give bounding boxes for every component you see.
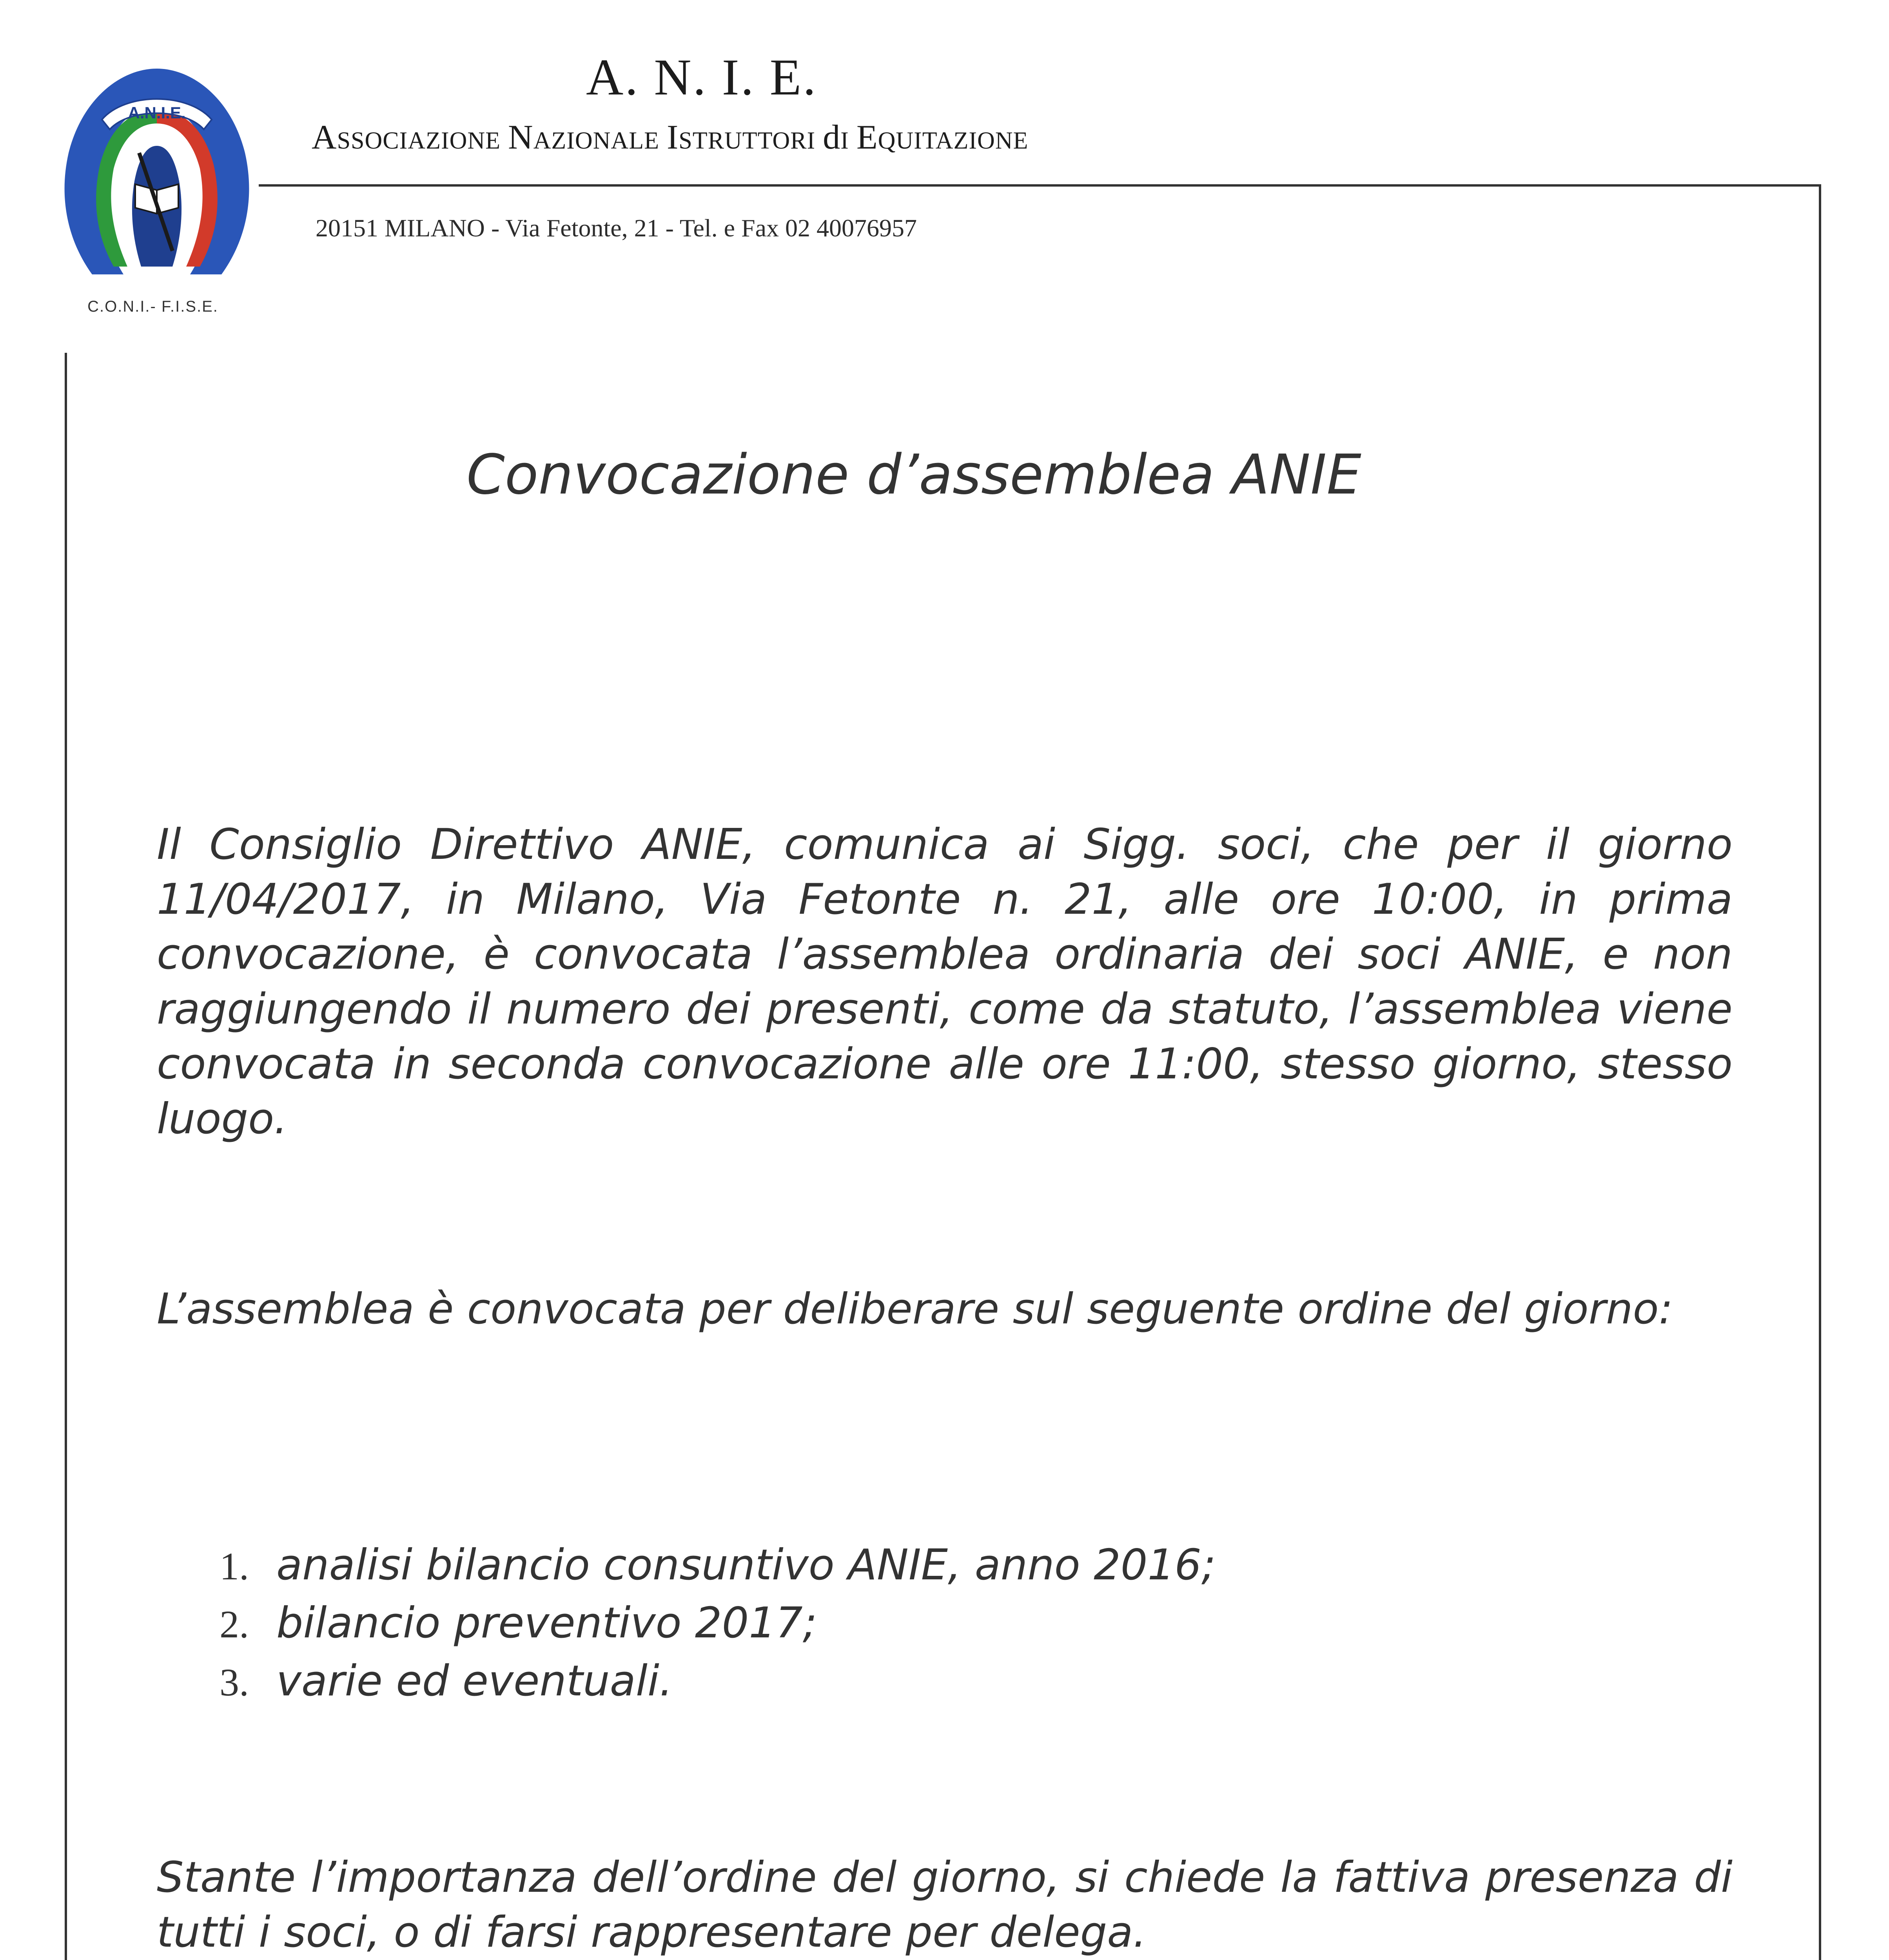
list-item: [220, 1653, 1216, 1711]
agenda-list: [220, 1537, 1216, 1711]
agenda-intro-paragraph: L’assemblea è convocata per deliberare sul seguente ordine del giorno:: [157, 1285, 1673, 1334]
anie-logo: [55, 55, 259, 290]
frame-right-line: [1819, 184, 1821, 1960]
frame-left-line: [65, 353, 67, 1960]
frame-top-line: [259, 184, 1821, 187]
agenda-text: bilancio preventivo 2017;: [276, 1599, 817, 1648]
logo-text: A.N.I.E.: [128, 103, 186, 122]
horseshoe-emblem-icon: [55, 55, 259, 290]
convocation-paragraph: Il Consiglio Direttivo ANIE, comunica ai Sigg. soci, che per il giorno 11/04/2017, in Milano, Via Fetonte n. 21, alle ore 10:00, in prima convocazione, è convocata l’assemblea ordinaria dei soci ANIE, e non raggiungendo il numero dei presenti, come da statuto, l’assemblea viene convocata in seconda convocazione alle ore 11:00, stesso giorno, stesso luogo.: [157, 820, 1733, 1143]
agenda-number: 1.: [220, 1544, 249, 1588]
list-item: [220, 1595, 1216, 1653]
agenda-text: varie ed eventuali.: [276, 1657, 673, 1706]
org-address: 20151 MILANO - Via Fetonte, 21 - Tel. e Fax 02 40076957: [316, 214, 917, 242]
agenda-number: 3.: [220, 1661, 249, 1704]
agenda-number: 2.: [220, 1602, 249, 1646]
list-item: [220, 1537, 1216, 1595]
logo-caption: C.O.N.I.- F.I.S.E.: [87, 298, 218, 315]
closing-paragraph: Stante l’importanza dell’ordine del giorno, si chiede la fattiva presenza di tutti i soci, o di farsi rappresentare per delega.: [157, 1853, 1733, 1957]
org-acronym: A. N. I. E.: [586, 48, 818, 106]
agenda-text: analisi bilancio consuntivo ANIE, anno 2016;: [276, 1541, 1216, 1590]
org-full-name: ASSOCIAZIONE NAZIONALE ISTRUTTORI dI EQUITAZIONE: [312, 118, 1029, 156]
document-title: Convocazione d’assemblea ANIE: [466, 443, 1361, 507]
